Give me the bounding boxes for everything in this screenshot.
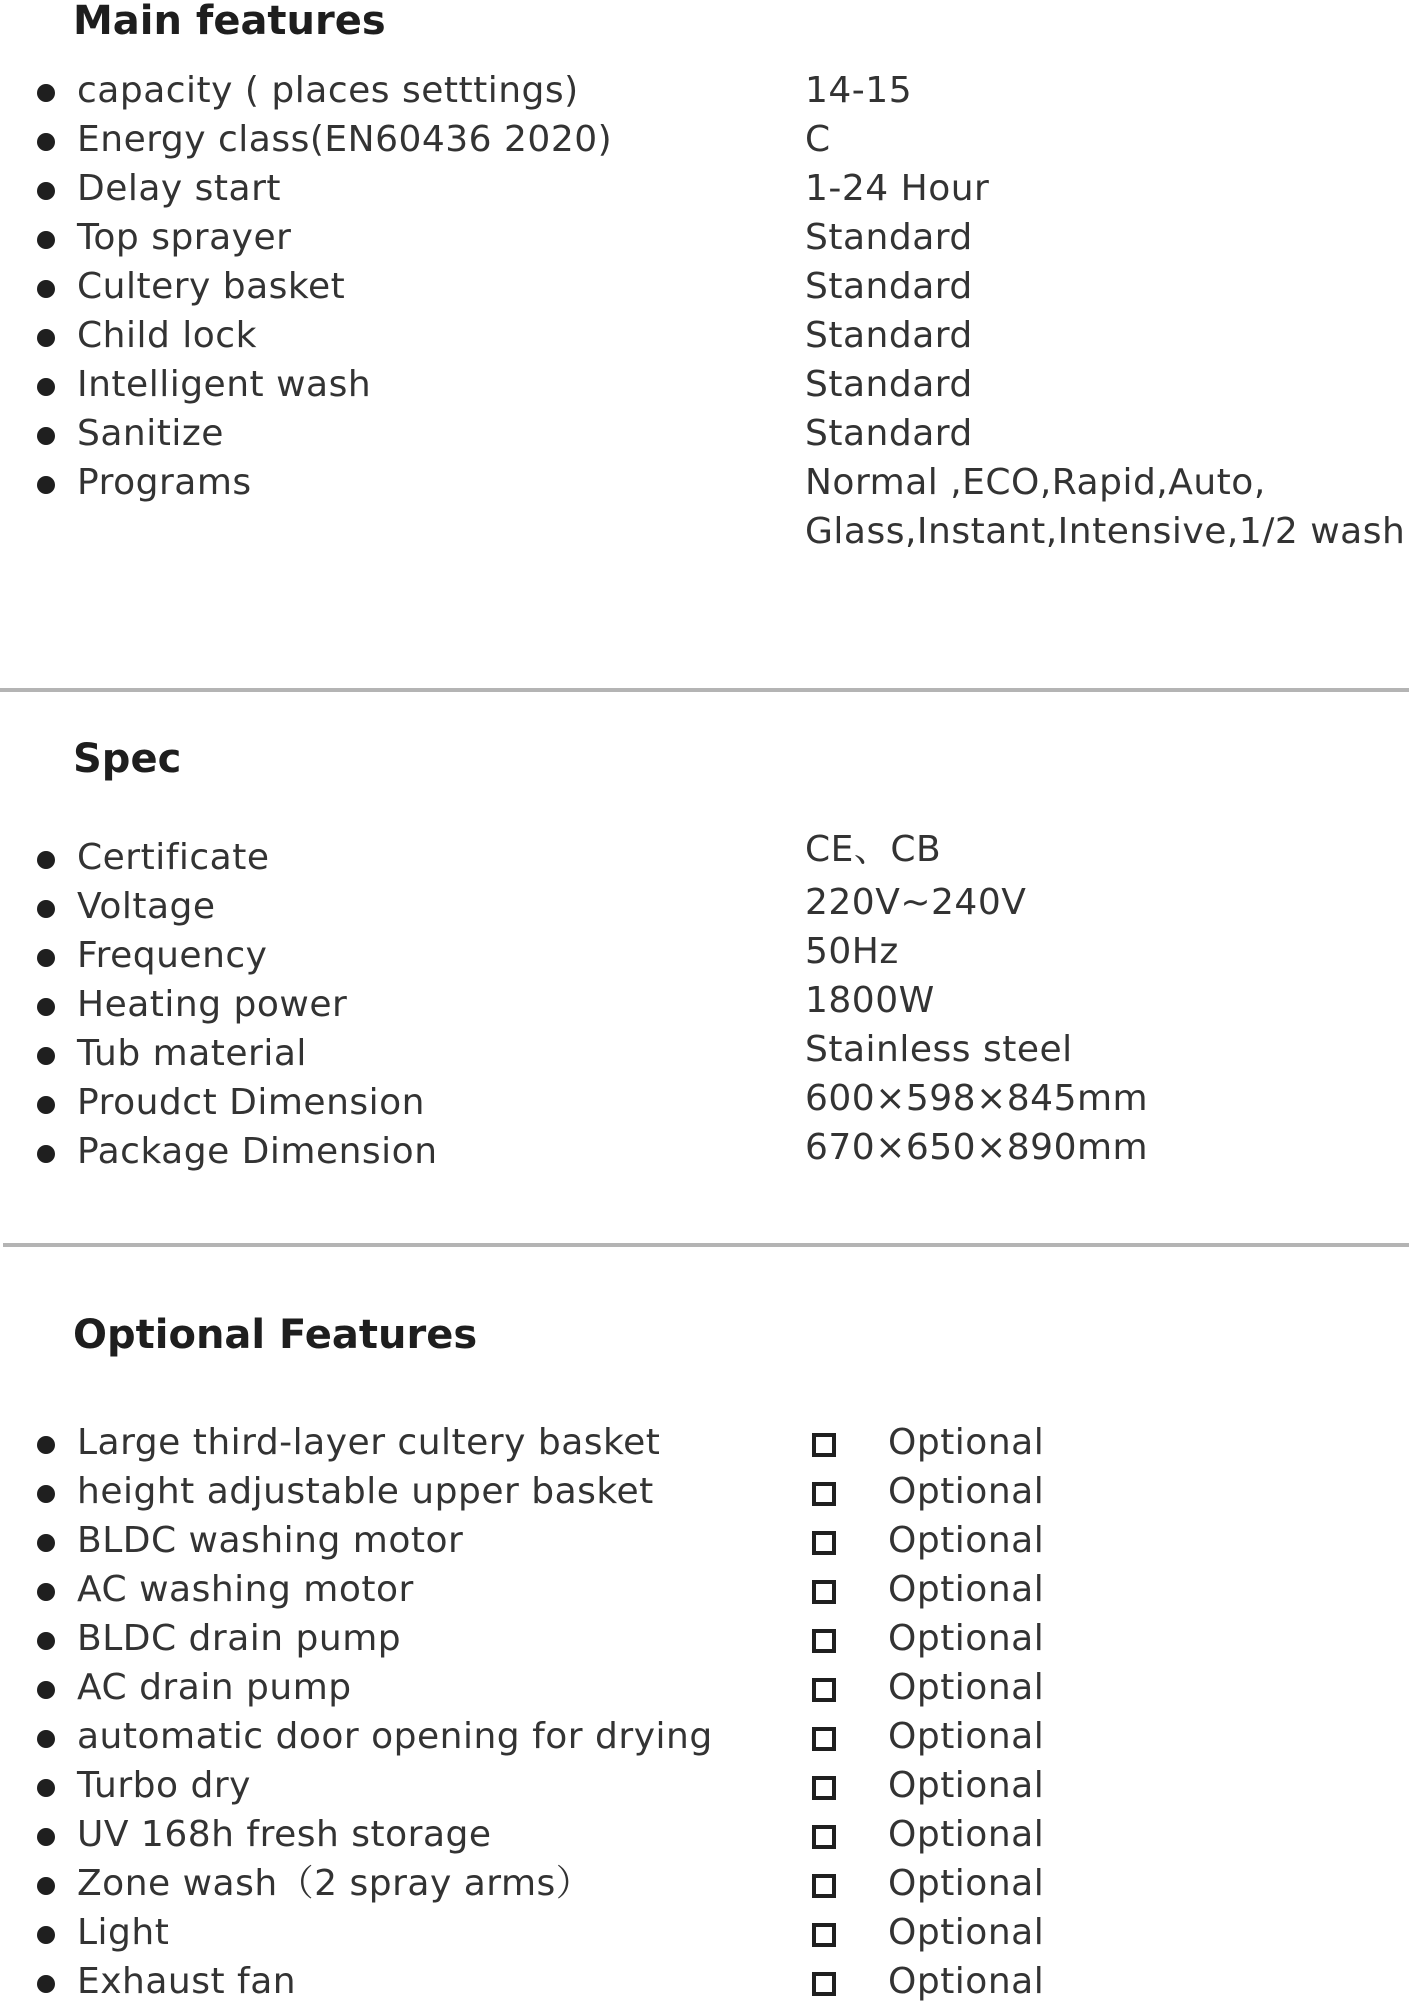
bullet-dot-icon <box>37 1096 55 1114</box>
feature-label: Intelligent wash <box>77 364 372 405</box>
optional-value: Optional <box>888 1618 1045 1659</box>
spec-row <box>0 1129 1409 1175</box>
spec-label: Voltage <box>77 886 216 927</box>
optional-row <box>0 1910 1409 1956</box>
optional-row <box>0 1616 1409 1662</box>
optional-row <box>0 1567 1409 1613</box>
spec-title: Spec <box>73 736 182 782</box>
bullet-dot-icon <box>37 133 55 151</box>
optional-label: automatic door opening for drying <box>77 1716 713 1757</box>
bullet-dot-icon <box>37 1681 55 1699</box>
feature-value-continued: Glass,Instant,Intensive,1/2 wash <box>805 511 1406 552</box>
optional-label: BLDC washing motor <box>77 1520 464 1561</box>
feature-value: Standard <box>805 315 973 356</box>
bullet-dot-icon <box>37 182 55 200</box>
feature-row <box>0 264 1409 310</box>
spec-row <box>0 933 1409 979</box>
spec-label: Heating power <box>77 984 348 1025</box>
bullet-dot-icon <box>37 1485 55 1503</box>
bullet-dot-icon <box>37 1926 55 1944</box>
feature-row <box>0 460 1409 552</box>
feature-value: Standard <box>805 413 973 454</box>
spec-label: Tub material <box>77 1033 307 1074</box>
bullet-dot-icon <box>37 1975 55 1993</box>
bullet-dot-icon <box>37 476 55 494</box>
feature-label: Energy class(EN60436 2020) <box>77 119 613 160</box>
optional-label: AC drain pump <box>77 1667 352 1708</box>
feature-value: Standard <box>805 266 973 307</box>
feature-label: Delay start <box>77 168 282 209</box>
feature-row <box>0 166 1409 212</box>
checkbox-icon <box>812 1482 836 1506</box>
optional-label: BLDC drain pump <box>77 1618 402 1659</box>
bullet-dot-icon <box>37 949 55 967</box>
bullet-dot-icon <box>37 1779 55 1797</box>
bullet-dot-icon <box>37 1583 55 1601</box>
optional-label: AC washing motor <box>77 1569 414 1610</box>
optional-value: Optional <box>888 1912 1045 1953</box>
spec-label: Package Dimension <box>77 1131 438 1172</box>
checkbox-icon <box>812 1629 836 1653</box>
spec-value: 1800W <box>805 980 935 1021</box>
bullet-dot-icon <box>37 851 55 869</box>
bullet-dot-icon <box>37 427 55 445</box>
optional-row <box>0 1812 1409 1858</box>
checkbox-icon <box>812 1874 836 1898</box>
optional-value: Optional <box>888 1814 1045 1855</box>
optional-value: Optional <box>888 1863 1045 1904</box>
optional-features-title: Optional Features <box>73 1312 478 1358</box>
bullet-dot-icon <box>37 1730 55 1748</box>
spec-value: 220V~240V <box>805 882 1027 923</box>
spec-row <box>0 1031 1409 1077</box>
feature-label: Top sprayer <box>77 217 292 258</box>
checkbox-icon <box>812 1531 836 1555</box>
optional-value: Optional <box>888 1569 1045 1610</box>
optional-row <box>0 1518 1409 1564</box>
feature-value: Standard <box>805 364 973 405</box>
feature-label: Sanitize <box>77 413 224 454</box>
optional-value: Optional <box>888 1520 1045 1561</box>
bullet-dot-icon <box>37 1534 55 1552</box>
bullet-dot-icon <box>37 329 55 347</box>
feature-label: Child lock <box>77 315 257 356</box>
bullet-dot-icon <box>37 1047 55 1065</box>
optional-value: Optional <box>888 1422 1045 1463</box>
feature-value: Standard <box>805 217 973 258</box>
optional-label: height adjustable upper basket <box>77 1471 654 1512</box>
spec-value: 600×598×845mm <box>805 1078 1149 1119</box>
bullet-dot-icon <box>37 1828 55 1846</box>
feature-row <box>0 215 1409 261</box>
bullet-dot-icon <box>37 998 55 1016</box>
optional-label: Light <box>77 1912 170 1953</box>
spec-label: Certificate <box>77 837 270 878</box>
main-features-title: Main features <box>73 0 386 44</box>
optional-value: Optional <box>888 1471 1045 1512</box>
bullet-dot-icon <box>37 1632 55 1650</box>
checkbox-icon <box>812 1776 836 1800</box>
optional-row <box>0 1861 1409 1907</box>
checkbox-icon <box>812 1678 836 1702</box>
feature-row <box>0 68 1409 114</box>
optional-label: Zone wash（2 spray arms） <box>77 1863 593 1904</box>
optional-label: UV 168h fresh storage <box>77 1814 492 1855</box>
optional-row <box>0 1714 1409 1760</box>
optional-value: Optional <box>888 1716 1045 1757</box>
optional-label: Turbo dry <box>77 1765 251 1806</box>
feature-label: Programs <box>77 462 252 503</box>
optional-value: Optional <box>888 1667 1045 1708</box>
feature-value: 14-15 <box>805 70 913 111</box>
bullet-dot-icon <box>37 1145 55 1163</box>
optional-row <box>0 1665 1409 1711</box>
feature-row <box>0 411 1409 457</box>
optional-label: Large third-layer cultery basket <box>77 1422 661 1463</box>
bullet-dot-icon <box>37 280 55 298</box>
section-divider <box>0 688 1409 692</box>
spec-row <box>0 884 1409 930</box>
bullet-dot-icon <box>37 84 55 102</box>
optional-row <box>0 1469 1409 1515</box>
feature-row <box>0 117 1409 163</box>
feature-row <box>0 362 1409 408</box>
bullet-dot-icon <box>37 900 55 918</box>
optional-value: Optional <box>888 1765 1045 1806</box>
feature-value: C <box>805 119 831 160</box>
spec-row <box>0 829 1409 881</box>
section-divider <box>3 1243 1409 1247</box>
feature-label: Cultery basket <box>77 266 346 307</box>
spec-value: CE、CB <box>805 829 942 870</box>
optional-row <box>0 1763 1409 1809</box>
spec-row <box>0 982 1409 1028</box>
checkbox-icon <box>812 1727 836 1751</box>
spec-row <box>0 1080 1409 1126</box>
checkbox-icon <box>812 1580 836 1604</box>
spec-value: Stainless steel <box>805 1029 1073 1070</box>
bullet-dot-icon <box>37 378 55 396</box>
checkbox-icon <box>812 1825 836 1849</box>
bullet-dot-icon <box>37 1436 55 1454</box>
checkbox-icon <box>812 1433 836 1457</box>
spec-value: 670×650×890mm <box>805 1127 1149 1168</box>
feature-row <box>0 313 1409 359</box>
feature-value: Normal ,ECO,Rapid,Auto, <box>805 462 1266 503</box>
optional-value: Optional <box>888 1961 1045 2002</box>
feature-value: 1-24 Hour <box>805 168 990 209</box>
spec-value: 50Hz <box>805 931 899 972</box>
optional-label: Exhaust fan <box>77 1961 297 2002</box>
spec-label: Proudct Dimension <box>77 1082 425 1123</box>
bullet-dot-icon <box>37 1877 55 1895</box>
checkbox-icon <box>812 1923 836 1947</box>
optional-row <box>0 1959 1409 2005</box>
feature-label: capacity ( places setttings) <box>77 70 579 111</box>
bullet-dot-icon <box>37 231 55 249</box>
optional-row <box>0 1420 1409 1466</box>
checkbox-icon <box>812 1972 836 1996</box>
spec-label: Frequency <box>77 935 268 976</box>
